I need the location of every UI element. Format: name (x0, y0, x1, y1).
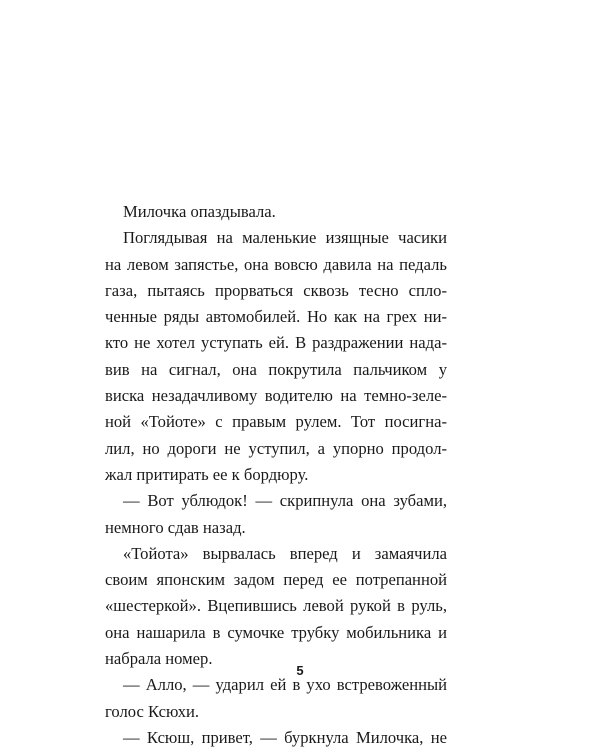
text-line-13: немного сдав назад. (105, 517, 246, 537)
page-number: 5 (296, 663, 304, 678)
text-line-17: она нашарила в сумочке трубку мобильника и (105, 622, 447, 642)
text-line-10: лил, но дороги не уступил, а упорно продол- (105, 438, 447, 458)
text-line-2: Поглядывая на маленькие изящные часики (123, 228, 447, 248)
text-line-15: своим японским задом перед ее потрепанной (105, 570, 447, 590)
text-line-5: ченные ряды автомобилей. Но как на грех ни- (105, 307, 447, 327)
text-line-7: вив на сигнал, она покрутила пальчиком у (105, 359, 447, 379)
text-line-9: ной «Тойоте» с правым рулем. Тот посигна- (105, 412, 447, 432)
text-line-1: Милочка опаздывала. (123, 202, 276, 221)
text-line-12: — Вот ублюдок! — скрипнула она зубами, (123, 491, 447, 511)
text-line-11: жал притирать ее к бордюру. (105, 464, 309, 484)
text-line-21: — Ксюш, привет, — буркнула Милочка, не (123, 727, 447, 747)
text-line-14: «Тойота» вырвалась вперед и замаячила (123, 543, 447, 563)
text-line-19: — Алло, — ударил ей в ухо встревоженный (123, 675, 447, 695)
text-line-6: кто не хотел уступать ей. В раздражении нада- (105, 333, 447, 353)
text-line-8: виска незадачливому водителю на темно-зеле- (105, 386, 447, 406)
text-line-3: на левом запястье, она вовсю давила на педаль (105, 254, 447, 274)
text-line-4: газа, пытаясь прорваться сквозь тесно спло- (105, 280, 447, 300)
text-line-18: набрала номер. (105, 649, 213, 669)
text-line-16: «шестеркой». Вцепившись левой рукой в руль, (105, 596, 447, 616)
text-line-20: голос Ксюхи. (105, 701, 200, 721)
